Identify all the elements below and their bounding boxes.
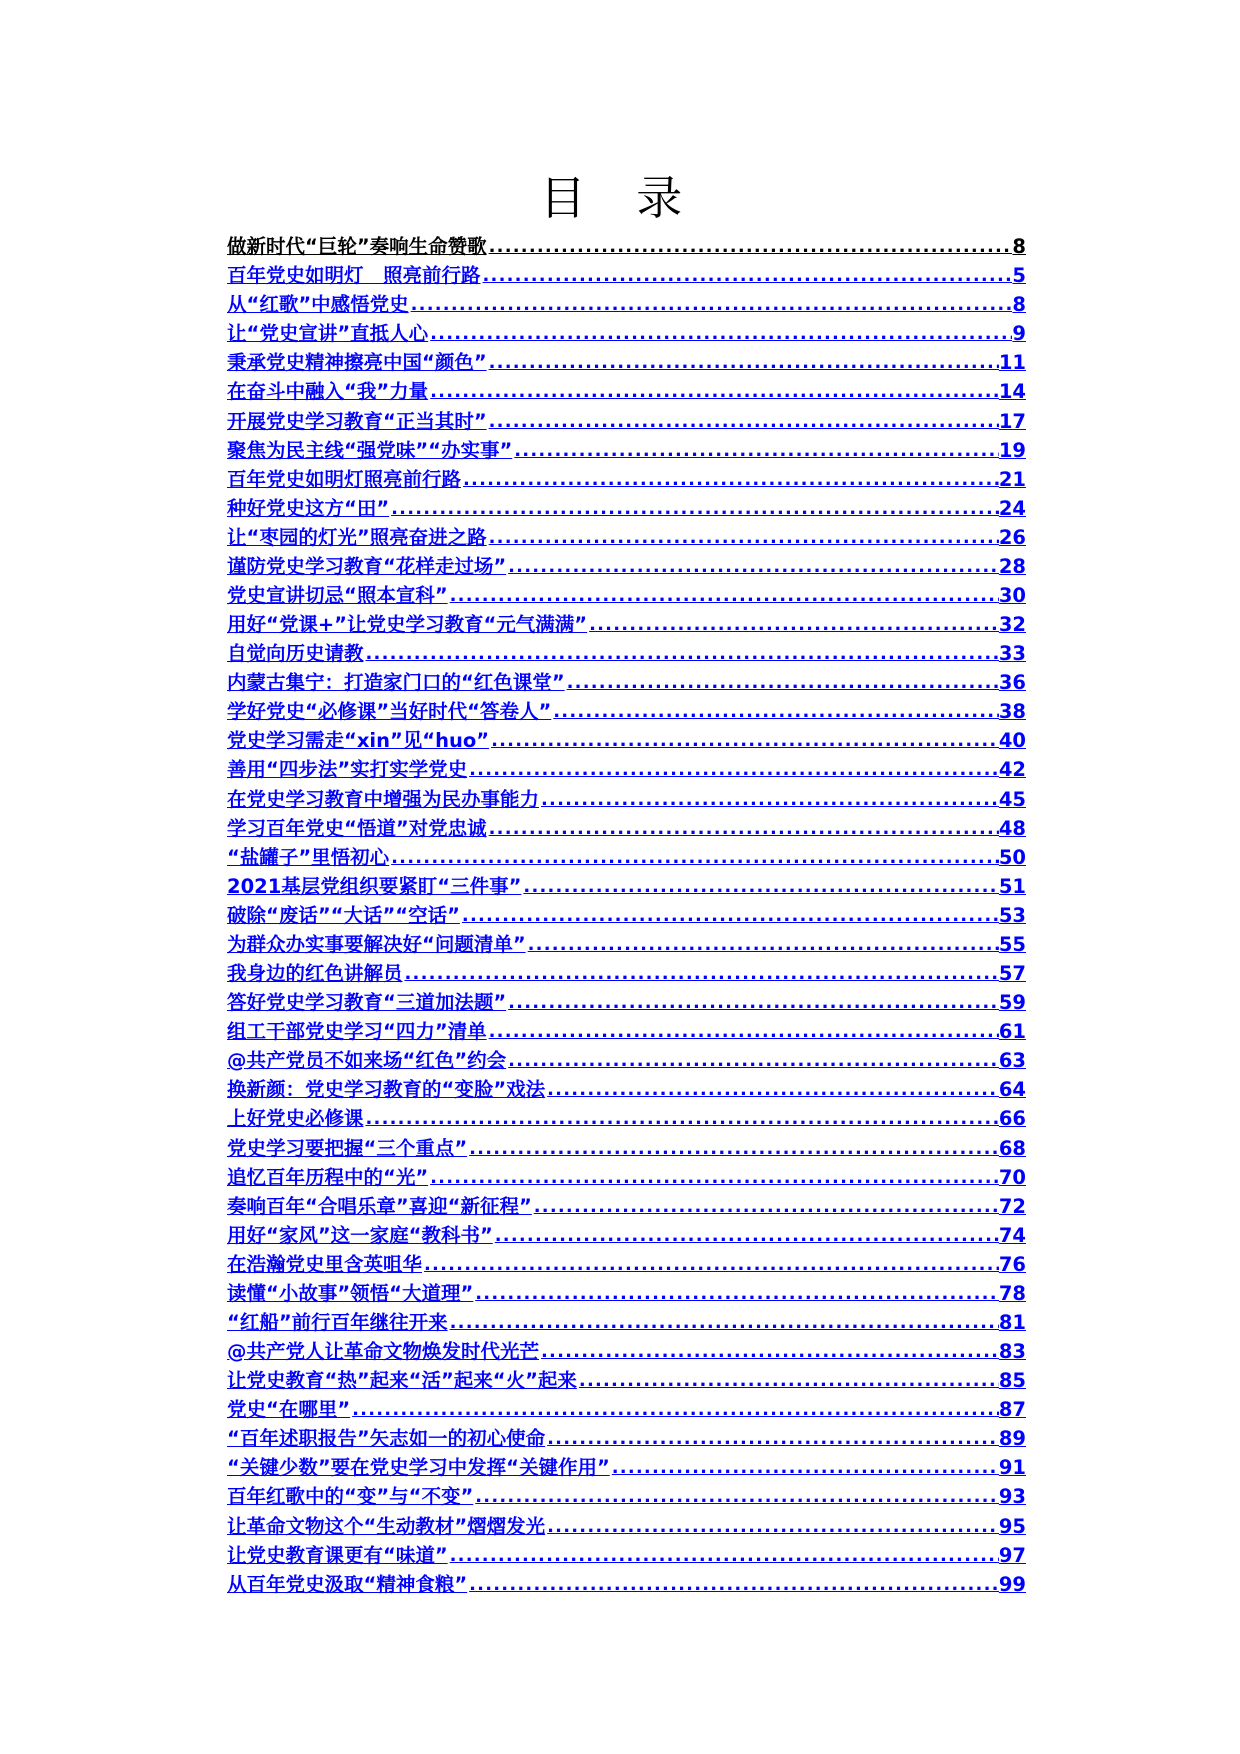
toc-entry[interactable] (227, 1219, 1026, 1248)
toc-dot-leader (539, 788, 999, 812)
toc-dot-leader (551, 700, 999, 724)
toc-entry-page-number: 55 (998, 932, 1026, 956)
toc-entry-page-number: 61 (998, 1020, 1026, 1044)
toc-entry[interactable] (227, 753, 1026, 782)
toc-dot-leader (539, 1340, 999, 1364)
toc-entry[interactable] (227, 782, 1026, 811)
toc-entry[interactable] (227, 1277, 1026, 1306)
toc-entry-page-number: 21 (998, 467, 1026, 491)
toc-entry-title: 上好党史必修课 (227, 1107, 364, 1131)
toc-dot-leader (481, 264, 1013, 288)
toc-entry[interactable] (227, 463, 1026, 492)
toc-dot-leader (364, 642, 999, 666)
toc-entry[interactable] (227, 957, 1026, 986)
toc-entry-title: 党史学习需走“xin”见“huo” (227, 729, 490, 753)
toc-dot-leader (473, 1282, 999, 1306)
toc-entry-page-number: 8 (1012, 235, 1026, 259)
toc-entry-title: @共产党员不如来场“红色”约会 (227, 1049, 507, 1073)
toc-entry-title: 秉承党史精神擦亮中国“颜色” (227, 351, 487, 375)
toc-entry-page-number: 99 (998, 1572, 1026, 1596)
toc-entry-page-number: 95 (998, 1514, 1026, 1538)
toc-entry-title: 用好“党课+”让党史学习教育“元气满满” (227, 613, 588, 637)
toc-entry[interactable] (227, 1364, 1026, 1393)
toc-dot-leader (487, 235, 1013, 259)
toc-entry-title: “百年述职报告”矢志如一的初心使命 (227, 1427, 546, 1451)
toc-entry-title: 让党史教育课更有“味道” (227, 1543, 448, 1567)
toc-entry[interactable] (227, 579, 1026, 608)
toc-entry-page-number: 14 (998, 380, 1026, 404)
toc-dot-leader (428, 322, 1012, 346)
toc-entry-title: 在奋斗中融入“我”力量 (227, 380, 429, 404)
toc-entry-page-number: 81 (998, 1310, 1026, 1334)
toc-entry-title: 内蒙古集宁：打造家门口的“红色课堂” (227, 671, 565, 695)
toc-entry-title: 为群众办实事要解决好“问题清单” (227, 932, 526, 956)
toc-entry-page-number: 32 (998, 613, 1026, 637)
toc-entry-title: 让党史教育“热”起来“活”起来“火”起来 (227, 1369, 577, 1393)
toc-dot-leader (545, 1078, 999, 1102)
toc-entry[interactable] (227, 899, 1026, 928)
toc-entry-title: 善用“四步法”实打实学党史 (227, 758, 468, 782)
toc-entry-title: 从百年党史汲取“精神食粮” (227, 1572, 468, 1596)
toc-dot-leader (545, 1515, 999, 1539)
toc-entry-title: 党史宣讲切忌“照本宣科” (227, 584, 448, 608)
toc-entry[interactable] (227, 346, 1026, 375)
toc-entry-page-number: 70 (998, 1165, 1026, 1189)
toc-dot-leader (487, 817, 999, 841)
toc-entry-title: 学好党史“必修课”当好时代“答卷人” (227, 700, 552, 724)
toc-entry-title: 百年红歌中的“变”与“不变” (227, 1485, 474, 1509)
toc-dot-leader (389, 846, 999, 870)
toc-dot-leader (587, 613, 999, 637)
toc-entry-page-number: 11 (998, 351, 1026, 375)
toc-entry-title: 换新颜：党史学习教育的“变脸”戏法 (227, 1078, 546, 1102)
toc-entry-page-number: 91 (998, 1456, 1026, 1480)
toc-entry-page-number: 57 (998, 962, 1026, 986)
toc-entry[interactable] (227, 1248, 1026, 1277)
toc-entry[interactable] (227, 608, 1026, 637)
toc-entry-page-number: 93 (998, 1485, 1026, 1509)
toc-entry-page-number: 9 (1012, 322, 1026, 346)
toc-entry-page-number: 83 (998, 1340, 1026, 1364)
toc-dot-leader (487, 526, 999, 550)
toc-entry[interactable] (227, 1480, 1026, 1509)
toc-dot-leader (403, 962, 999, 986)
toc-entry-title: 从“红歌”中感悟党史 (227, 293, 409, 317)
toc-entry[interactable] (227, 1131, 1026, 1160)
toc-entry-page-number: 85 (998, 1369, 1026, 1393)
toc-entry-page-number: 24 (998, 496, 1026, 520)
toc-dot-leader (467, 1137, 999, 1161)
toc-entry[interactable] (227, 230, 1026, 259)
toc-dot-leader (512, 439, 999, 463)
toc-dot-leader (532, 1195, 999, 1219)
toc-entry-page-number: 68 (998, 1136, 1026, 1160)
toc-entry-title: “红船”前行百年继往开来 (227, 1310, 448, 1334)
toc-entry-page-number: 30 (998, 584, 1026, 608)
toc-entry-page-number: 64 (998, 1078, 1026, 1102)
toc-entry-title: @共产党人让革命文物焕发时代光芒 (227, 1340, 540, 1364)
toc-entry-title: 追忆百年历程中的“光” (227, 1165, 429, 1189)
toc-entry[interactable] (227, 695, 1026, 724)
toc-entry-title: 百年党史如明灯 照亮前行路 (227, 264, 481, 288)
toc-entry[interactable] (227, 1539, 1026, 1568)
toc-entry[interactable] (227, 375, 1026, 404)
toc-entry-page-number: 74 (998, 1223, 1026, 1247)
toc-entry-page-number: 28 (998, 554, 1026, 578)
toc-dot-leader (506, 1049, 999, 1073)
toc-entry-title: 党史“在哪里” (227, 1398, 351, 1422)
toc-entry-page-number: 72 (998, 1194, 1026, 1218)
toc-entry-title: 聚焦为民主线“强党味”“办实事” (227, 438, 513, 462)
toc-entry[interactable] (227, 404, 1026, 433)
toc-entry[interactable] (227, 1073, 1026, 1102)
toc-entry-page-number: 42 (998, 758, 1026, 782)
toc-dot-leader (448, 1544, 999, 1568)
toc-dot-leader (389, 497, 999, 521)
toc-entry[interactable] (227, 986, 1026, 1015)
toc-entry-title: 在党史学习教育中增强为民办事能力 (227, 787, 540, 811)
toc-dot-leader (577, 1369, 999, 1393)
toc-entry-title: 学习百年党史“悟道”对党忠诚 (227, 816, 487, 840)
toc-dot-leader (448, 584, 999, 608)
toc-entry-title: 做新时代“巨轮”奏响生命赞歌 (227, 235, 487, 259)
toc-dot-leader (493, 1224, 999, 1248)
table-of-contents (227, 230, 1026, 1597)
toc-dot-leader (448, 1311, 999, 1335)
toc-entry[interactable] (227, 550, 1026, 579)
toc-entry-title: “关键少数”要在党史学习中发挥“关键作用” (227, 1456, 610, 1480)
toc-entry-page-number: 33 (998, 642, 1026, 666)
toc-entry-page-number: 76 (998, 1252, 1026, 1276)
toc-entry-title: 种好党史这方“田” (227, 496, 390, 520)
toc-entry[interactable] (227, 812, 1026, 841)
toc-entry-page-number: 78 (998, 1281, 1026, 1305)
toc-dot-leader (428, 1166, 999, 1190)
toc-entry-page-number: 45 (998, 787, 1026, 811)
toc-entry[interactable] (227, 1509, 1026, 1538)
toc-entry-page-number: 5 (1012, 264, 1026, 288)
toc-dot-leader (565, 671, 999, 695)
toc-entry-title: 让“党史宣讲”直抵人心 (227, 322, 429, 346)
toc-entry-page-number: 97 (998, 1543, 1026, 1567)
toc-entry-page-number: 89 (998, 1427, 1026, 1451)
toc-entry-title: “盐罐子”里悟初心 (227, 845, 390, 869)
toc-dot-leader (489, 729, 999, 753)
toc-dot-leader (409, 293, 1013, 317)
toc-entry[interactable] (227, 724, 1026, 753)
toc-entry[interactable] (227, 259, 1026, 288)
toc-dot-leader (610, 1456, 999, 1480)
toc-entry-title: 用好“家风”这一家庭“教科书” (227, 1223, 493, 1247)
toc-dot-leader (545, 1427, 999, 1451)
toc-dot-leader (428, 380, 999, 404)
toc-entry[interactable] (227, 1422, 1026, 1451)
toc-entry-page-number: 63 (998, 1049, 1026, 1073)
toc-entry[interactable] (227, 1190, 1026, 1219)
toc-entry[interactable] (227, 1102, 1026, 1131)
toc-entry-page-number: 17 (998, 409, 1026, 433)
toc-entry-title: 开展党史学习教育“正当其时” (227, 409, 487, 433)
toc-entry[interactable] (227, 1044, 1026, 1073)
toc-entry-title: 自觉向历史请教 (227, 642, 364, 666)
toc-entry-title: 在浩瀚党史里含英咀华 (227, 1252, 423, 1276)
toc-entry-page-number: 50 (998, 845, 1026, 869)
toc-entry-page-number: 53 (998, 903, 1026, 927)
toc-entry[interactable] (227, 1451, 1026, 1480)
toc-entry-title: 组工干部党史学习“四力”清单 (227, 1020, 487, 1044)
toc-entry[interactable] (227, 1015, 1026, 1044)
toc-dot-leader (506, 991, 999, 1015)
toc-entry[interactable] (227, 1393, 1026, 1422)
toc-entry-title: 让革命文物这个“生动教材”熠熠发光 (227, 1514, 546, 1538)
toc-entry[interactable] (227, 521, 1026, 550)
toc-entry[interactable] (227, 666, 1026, 695)
toc-entry-page-number: 40 (998, 729, 1026, 753)
toc-entry-page-number: 8 (1012, 293, 1026, 317)
toc-entry-title: 让“枣园的灯光”照亮奋进之路 (227, 525, 487, 549)
toc-entry-title: 百年党史如明灯照亮前行路 (227, 467, 462, 491)
toc-entry[interactable] (227, 1161, 1026, 1190)
toc-entry-page-number: 87 (998, 1398, 1026, 1422)
toc-dot-leader (364, 1107, 999, 1131)
toc-dot-leader (467, 1573, 999, 1597)
toc-entry[interactable] (227, 1306, 1026, 1335)
toc-dot-leader (487, 410, 999, 434)
toc-entry[interactable] (227, 637, 1026, 666)
toc-dot-leader (422, 1253, 999, 1277)
toc-dot-leader (487, 351, 999, 375)
toc-entry-title: 破除“废话”“大话”“空话” (227, 903, 460, 927)
toc-dot-leader (460, 904, 999, 928)
toc-entry-page-number: 59 (998, 991, 1026, 1015)
toc-dot-leader (506, 555, 999, 579)
toc-entry-title: 奏响百年“合唱乐章”喜迎“新征程” (227, 1194, 532, 1218)
toc-entry[interactable] (227, 317, 1026, 346)
toc-dot-leader (526, 933, 999, 957)
toc-entry-title: 党史学习要把握“三个重点” (227, 1136, 468, 1160)
toc-dot-leader (467, 758, 999, 782)
toc-entry[interactable] (227, 870, 1026, 899)
toc-dot-leader (473, 1485, 999, 1509)
toc-entry[interactable] (227, 492, 1026, 521)
toc-entry-page-number: 66 (998, 1107, 1026, 1131)
toc-dot-leader (521, 875, 998, 899)
toc-dot-leader (461, 468, 999, 492)
toc-heading: 目 录 (539, 171, 701, 225)
toc-dot-leader (487, 1020, 999, 1044)
toc-entry-page-number: 48 (998, 816, 1026, 840)
toc-entry[interactable] (227, 434, 1026, 463)
toc-dot-leader (350, 1398, 999, 1422)
toc-entry[interactable] (227, 1568, 1026, 1597)
toc-entry[interactable] (227, 1335, 1026, 1364)
toc-entry[interactable] (227, 841, 1026, 870)
toc-entry-page-number: 36 (998, 671, 1026, 695)
toc-entry[interactable] (227, 288, 1026, 317)
toc-entry-page-number: 51 (998, 874, 1026, 898)
toc-entry-title: 我身边的红色讲解员 (227, 962, 403, 986)
toc-entry-page-number: 19 (998, 438, 1026, 462)
toc-entry-title: 2021基层党组织要紧盯“三件事” (227, 874, 522, 898)
toc-entry-page-number: 26 (998, 525, 1026, 549)
toc-entry-title: 读懂“小故事”领悟“大道理” (227, 1281, 474, 1305)
toc-entry[interactable] (227, 928, 1026, 957)
toc-entry-title: 谨防党史学习教育“花样走过场” (227, 554, 507, 578)
toc-entry-title: 答好党史学习教育“三道加法题” (227, 991, 507, 1015)
toc-entry-page-number: 38 (998, 700, 1026, 724)
